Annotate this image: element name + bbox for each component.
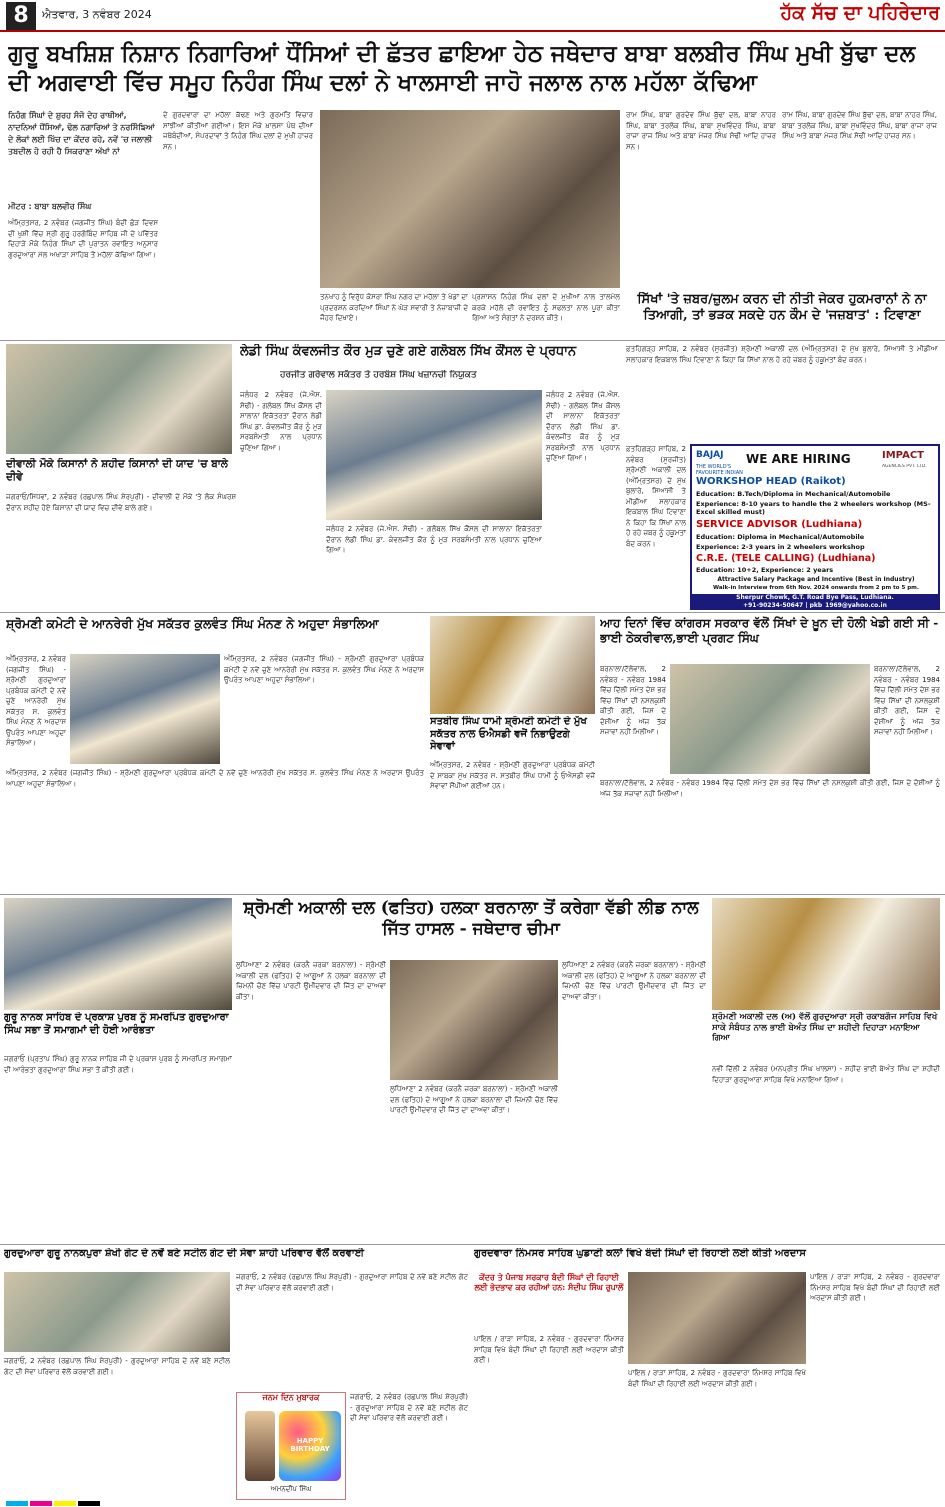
story11-text: ਜਗਰਾਓਂ, 2 ਨਵੰਬਰ (ਰਛਪਾਲ ਸਿੰਘ ਸ਼ੇਰਪੁਰੀ) - ਗੁਰਦੁਆਰਾ ਸਾਹਿਬ ਦੇ ਨਵੇਂ ਬਣੇ ਸਟੀਲ ਗੇਟ ਦੀ ਸੇਵਾ ਪਰਿਵਾਰ ਵੱਲੋਂ ਕਰਵਾਈ ਗਈ। — [4, 1357, 230, 1376]
story1-col-e: ਰਾਮ ਸਿੰਘ, ਬਾਬਾ ਗੁਰਦੇਵ ਸਿੰਘ ਬੁੱਢਾ ਦਲ, ਬਾਬਾ ਨਾਹਰ ਸਿੰਘ, ਬਾਬਾ ਤਰਲੋਕ ਸਿੰਘ, ਬਾਬਾ ਸੁਖਵਿੰਦਰ ਸਿੰਘ, ਬਾਬਾ ਰਾਜਾ ਰਾਜ ਸਿੰਘ ਅਤੇ ਬਾਬਾ ਮੇਜਰ ਸਿੰਘ ਸੋਢੀ ਆਦਿ ਹਾਜ਼ਰ ਸਨ। — [626, 111, 776, 151]
story8-text-cont: ਲੁਧਿਆਣਾ 2 ਨਵੰਬਰ (ਕਰਨੈ ਜ਼ਰਕਾ ਬਰਨਾਲਾ) - ਸ਼੍ਰੋਮਣੀ ਅਕਾਲੀ ਦਲ (ਫਤਿਹ) ਦੇ ਆਗੂਆਂ ਨੇ ਹਲਕਾ ਬਰਨਾਲਾ ਦੀ ਜ਼ਿਮਨੀ ਚੋਣ ਵਿੱਚ ਪਾਰਟੀ ਉਮੀਦਵਾਰ ਦੀ ਜਿੱਤ ਦਾ ਦਾਅਵਾ ਕੀਤਾ। — [390, 1085, 558, 1114]
dateline: ਐਤਵਾਰ, 3 ਨਵੰਬਰ 2024 — [42, 8, 152, 21]
story11-headline: ਗੁਰਦੁਆਰਾ ਗੁਰੂ ਨਾਨਕਪੁਰਾ ਸ਼ੇਖੀ ਗੇਟ ਦੇ ਨਵੇਂ ਬਣੇ ਸਟੀਲ ਗੇਟ ਦੀ ਸੇਵਾ ਸ਼ਾਹੀ ਪਰਿਵਾਰ ਵੱਲੋਂ ਕਰਵਾਈ — [4, 1248, 364, 1259]
story7-photo — [670, 664, 870, 774]
ad-package: Attractive Salary Package and Incentive (Best in Industry) — [717, 576, 915, 583]
divider — [0, 894, 945, 895]
page-number: 8 — [6, 2, 36, 30]
birthday-balloons: HAPPY BIRTHDAY — [279, 1411, 341, 1481]
story12-headline: ਗੁਰਦਵਾਰਾ ਨਿੰਮਸਰ ਸਾਹਿਬ ਘੁਡਾਣੀ ਕਲਾਂ ਵਿਖੇ ਬੰਦੀ ਸਿੰਘਾਂ ਦੀ ਰਿਹਾਈ ਲਈ ਕੀਤੀ ਅਰਦਾਸ — [474, 1248, 806, 1259]
story1-col-f: ਰਾਮ ਸਿੰਘ, ਬਾਬਾ ਗੁਰਦੇਵ ਸਿੰਘ ਬੁੱਢਾ ਦਲ, ਬਾਬਾ ਨਾਹਰ ਸਿੰਘ, ਬਾਬਾ ਤਰਲੋਕ ਸਿੰਘ, ਬਾਬਾ ਸੁਖਵਿੰਦਰ ਸਿੰਘ, ਬਾਬਾ ਰਾਜਾ ਰਾਜ ਸਿੰਘ ਅਤੇ ਬਾਬਾ ਮੇਜਰ ਸਿੰਘ ਸੋਢੀ ਆਦਿ ਹਾਜ਼ਰ ਸਨ। — [782, 111, 937, 140]
ad-badge: THE WORLD'S FAVOURITE INDIAN — [696, 464, 743, 476]
ad-brand-right-sub: AGENCIES PVT. LTD. — [882, 464, 927, 469]
story2-text-cont: ਫ਼ਤਹਿਗੜ੍ਹ ਸਾਹਿਬ, 2 ਨਵੰਬਰ (ਸੁਰਜੀਤ) ਸ਼੍ਰੋਮਣੀ ਅਕਾਲੀ ਦਲ (ਅੰਮ੍ਰਿਤਸਰ) ਦੇ ਮੁੱਖ ਬੁਲਾਰੇ, ਸਿਆਸੀ ਤੇ ਮੀਡੀਆ ਸਲਾਹਕਾਰ ਇਕਬਾਲ ਸਿੰਘ ਟਿਵਾਣਾ ਨੇ ਕਿਹਾ ਕਿ ਸਿੱਖਾਂ ਨਾਲ ਹੋ ਰਹੇ ਜ਼ਬਰ ਨੂੰ ਹਕੂਮਤਾਂ ਬੰਦ ਕਰਨ। — [626, 445, 686, 548]
story10-photo — [712, 898, 940, 1010]
story9-photo — [4, 898, 232, 1010]
story5-text-cont: ਅੰਮ੍ਰਿਤਸਰ, 2 ਨਵੰਬਰ (ਜਗਜੀਤ ਸਿੰਘ) - ਸ਼੍ਰੋਮਣੀ ਗੁਰਦੁਆਰਾ ਪ੍ਰਬੰਧਕ ਕਮੇਟੀ ਦੇ ਨਵੇਂ ਚੁਣੇ ਆਨਰੇਰੀ ਮੁੱਖ ਸਕੱਤਰ ਸ. ਕੁਲਵੰਤ ਸਿੰਘ ਮੰਨਣ ਨੇ ਅਰਦਾਸ ਉਪਰੰਤ ਆਪਣਾ ਅਹੁਦਾ ਸੰਭਾਲਿਆ। — [224, 655, 424, 684]
story12-text-lower: ਪਾਇਲ / ਰਾੜਾ ਸਾਹਿਬ, 2 ਨਵੰਬਰ - ਗੁਰਦਵਾਰਾ ਨਿੰਮਸਰ ਸਾਹਿਬ ਵਿਖੇ ਬੰਦੀ ਸਿੰਘਾਂ ਦੀ ਰਿਹਾਈ ਲਈ ਅਰਦਾਸ ਕੀਤੀ ਗਈ। — [628, 1369, 806, 1388]
ad-job1-exp: Experience: 8-10 years to handle the 2 wheelers workshop (MS-Excel skilled must) — [696, 500, 931, 516]
story3-photo — [326, 390, 542, 520]
ad-brand-left: BAJAJ — [696, 450, 724, 460]
birthday-box — [236, 1392, 346, 1500]
ad-contact: +91-90234-50647 | pkb_1969@yahoo.co.in — [743, 602, 887, 609]
birthday-title: ਜਨਮ ਦਿਨ ਮੁਬਾਰਕ — [262, 1393, 320, 1402]
masthead-logo: ਹੱਕ ਸੱਚ ਦਾ ਪਹਿਰੇਦਾਰ — [780, 2, 940, 24]
divider — [0, 340, 945, 341]
story7-headline: ਆਹ ਦਿਨਾਂ ਵਿੱਚ ਕਾਂਗਰਸ ਸਰਕਾਰ ਵੱਲੋਂ ਸਿੱਖਾਂ ਦੇ ਖ਼ੂਨ ਦੀ ਹੋਲੀ ਖੇਡੀ ਗਈ ਸੀ - ਭਾਈ ਠੇਕਰੀਵਾਲ,ਭਾਈ ਪ੍ਰਗਟ ਸਿੰਘ — [600, 616, 939, 645]
story6-headline: ਸਤਬੀਰ ਸਿੰਘ ਧਾਮੀ ਸ਼੍ਰੋਮਣੀ ਕਮੇਟੀ ਦੇ ਮੁੱਖ ਸਕੱਤਰ ਨਾਲ ਓਐਸਡੀ ਵਜੋਂ ਨਿਭਾਉਣਗੇ ਸੇਵਾਵਾਂ — [430, 716, 587, 752]
story10-text: ਨਵੀਂ ਦਿੱਲੀ 2 ਨਵੰਬਰ (ਮਨਪ੍ਰੀਤ ਸਿੰਘ ਖਾਲਸਾ) - ਸ਼ਹੀਦ ਭਾਈ ਬੇਅੰਤ ਸਿੰਘ ਦਾ ਸ਼ਹੀਦੀ ਦਿਹਾੜਾ ਗੁਰਦੁਆਰਾ ਸਾਹਿਬ ਵਿਖੇ ਮਨਾਇਆ ਗਿਆ। — [712, 1065, 940, 1084]
story1-intro: ਨਿਹੰਗ ਸਿੰਘਾਂ ਦੇ ਸ਼ੁਰਹ ਸੰਜੋ ਦੇਹ ਰਾਥੀਆਂ, ਨਾਦਨਿਆਂ ਧੌਂਸਿਆਂ, ਢੋਲ ਨਗਾਰਿਆਂ ਤੇ ਨਰਸਿੰਙਿਆਂ ਦੇ ਲੋਕਾਂ ਲਈ ਖਿੱਚ ਦਾ ਕੇਂਦਰ ਰਹੇ, ਨਵੇਂ 'ਚ ਜਲਾਲੀ ਤਬਦੀਲ ਹੋ ਰਹੀ ਹੈ ਸਿਕਰਾਣਾ ਅੱਖਾਂ ਨਾਂ — [8, 111, 155, 156]
story9-text: ਜਗਰਾਓਂ (ਪ੍ਰਤਾਪ ਸਿੰਘ) ਗੁਰੂ ਨਾਨਕ ਸਾਹਿਬ ਜੀ ਦੇ ਪ੍ਰਕਾਸ਼ ਪੁਰਬ ਨੂੰ ਸਮਰਪਿਤ ਸਮਾਗਮਾਂ ਦੀ ਆਰੰਭਤਾ ਗੁਰਦੁਆਰਾ ਸਿੰਘ ਸਭਾ ਤੋਂ ਕੀਤੀ ਗਈ। — [4, 1055, 232, 1074]
ad-job1-title: WORKSHOP HEAD (Raikot) — [696, 476, 846, 487]
story7-text-cont: ਬਰਨਾਲਾ/ਟੱਲੇਵਾਲ, 2 ਨਵੰਬਰ - ਨਵੰਬਰ 1984 ਵਿੱਚ ਦਿੱਲੀ ਸਮੇਤ ਦੇਸ਼ ਭਰ ਵਿੱਚ ਸਿੱਖਾਂ ਦੀ ਨਸਲਕੁਸ਼ੀ ਕੀਤੀ ਗਈ, ਜਿਸ ਦੇ ਦੋਸ਼ੀਆਂ ਨੂੰ ਅੱਜ ਤੱਕ ਸਜ਼ਾਵਾਂ ਨਹੀਂ ਮਿਲੀਆਂ। — [874, 665, 940, 736]
divider — [0, 1244, 945, 1245]
story1-col-d: ਪ੍ਰਸ਼ਾਸਨ ਨਿਹੰਗ ਸਿੰਘ ਦਲਾਂ ਦੇ ਮੁਖੀਆਂ ਨਾਲ ਤਾਲਮੇਲ ਕਰਕੇ ਮਹੱਲੇ ਦੀ ਰਵਾਇਤ ਨੂੰ ਸਫਲਤਾ ਨਾਲ ਪੂਰਾ ਕੀਤਾ ਗਿਆ ਅਤੇ ਸੰਗਤਾਂ ਨੇ ਦਰਸ਼ਨ ਕੀਤੇ। — [472, 293, 620, 322]
story7-text: ਬਰਨਾਲਾ/ਟੱਲੇਵਾਲ, 2 ਨਵੰਬਰ - ਨਵੰਬਰ 1984 ਵਿੱਚ ਦਿੱਲੀ ਸਮੇਤ ਦੇਸ਼ ਭਰ ਵਿੱਚ ਸਿੱਖਾਂ ਦੀ ਨਸਲਕੁਸ਼ੀ ਕੀਤੀ ਗਈ, ਜਿਸ ਦੇ ਦੋਸ਼ੀਆਂ ਨੂੰ ਅੱਜ ਤੱਕ ਸਜ਼ਾਵਾਂ ਨਹੀਂ ਮਿਲੀਆਂ। — [600, 665, 666, 736]
print-color-bar — [6, 1496, 940, 1506]
ad-job3-edu: Education: 10+2, Experience: 2 years — [696, 566, 834, 574]
story5-photo — [70, 654, 220, 764]
story1-col-b: ਦੇ ਗੁਰਦਵਾਰਾ ਦਾ ਮਹੱਲਾ ਕੱਢਣ ਅਤੇ ਗੁਰਮਤਿ ਵਿਚਾਰ ਸਾਂਝੀਆਂ ਕੀਤੀਆਂ ਗਈਆਂ। ਇਸ ਮੌਕੇ ਖ਼ਾਲਸਾ ਪੰਥ ਦੀਆਂ ਜਥੇਬੰਦੀਆਂ, ਸੰਪਰਦਾਵਾਂ ਤੇ ਨਿਹੰਗ ਸਿੰਘ ਦਲਾਂ ਦੇ ਮੁਖੀ ਹਾਜ਼ਰ ਸਨ। — [163, 111, 313, 151]
story8-photo — [390, 960, 558, 1080]
story5-headline: ਸ਼੍ਰੋਮਣੀ ਕਮੇਟੀ ਦੇ ਆਨਰੇਰੀ ਮੁੱਖ ਸਕੱਤਰ ਕੁਲਵੰਤ ਸਿੰਘ ਮੰਨਣ ਨੇ ਅਹੁਦਾ ਸੰਭਾਲਿਆ — [6, 616, 379, 631]
ad-job3-title: C.R.E. (TELE CALLING) (Ludhiana) — [696, 553, 876, 564]
story4-text: ਜਗਰਾਓਂ/ਸਿਧਵਾਂ, 2 ਨਵੰਬਰ (ਰਛਪਾਲ ਸਿੰਘ ਸ਼ੇਰਪੁਰੀ) - ਦੀਵਾਲੀ ਦੇ ਮੌਕੇ 'ਤੇ ਲੋਕ ਸੰਘਰਸ਼ ਦੌਰਾਨ ਸ਼ਹੀਦ ਹੋਏ ਕਿਸਾਨਾਂ ਦੀ ਯਾਦ ਵਿਚ ਦੀਵੇ ਬਾਲੇ ਗਏ। — [6, 493, 236, 512]
story12-subhead: ਕੇਂਦਰ ਤੇ ਪੰਜਾਬ ਸਰਕਾਰ ਬੰਦੀ ਸਿੰਘਾਂ ਦੀ ਰਿਹਾਈ ਲਈ ਭੇਦਭਾਵ ਕਰ ਰਹੀਆਂ ਹਨ: ਸੰਦੀਪ ਸਿੰਘ ਰੁਪਾਲੋਂ — [474, 1272, 624, 1292]
story3-subhead: ਹਰਜੀਤ ਗਰੇਵਾਲ ਸਕੱਤਰ ਤੇ ਹਰਬੰਸ਼ ਸਿੰਘ ਖਜ਼ਾਨਚੀ ਨਿਯੁਕਤ — [280, 370, 477, 380]
story2-text: ਫ਼ਤਹਿਗੜ੍ਹ ਸਾਹਿਬ, 2 ਨਵੰਬਰ (ਸੁਰਜੀਤ) ਸ਼੍ਰੋਮਣੀ ਅਕਾਲੀ ਦਲ (ਅੰਮ੍ਰਿਤਸਰ) ਦੇ ਮੁੱਖ ਬੁਲਾਰੇ, ਸਿਆਸੀ ਤੇ ਮੀਡੀਆ ਸਲਾਹਕਾਰ ਇਕਬਾਲ ਸਿੰਘ ਟਿਵਾਣਾ ਨੇ ਕਿਹਾ ਕਿ ਸਿੱਖਾਂ ਨਾਲ ਹੋ ਰਹੇ ਜ਼ਬਰ ਨੂੰ ਹਕੂਮਤਾਂ ਬੰਦ ਕਰਨ। — [626, 345, 938, 364]
story12-text: ਪਾਇਲ / ਰਾੜਾ ਸਾਹਿਬ, 2 ਨਵੰਬਰ - ਗੁਰਦਵਾਰਾ ਨਿੰਮਸਰ ਸਾਹਿਬ ਵਿਖੇ ਬੰਦੀ ਸਿੰਘਾਂ ਦੀ ਰਿਹਾਈ ਲਈ ਅਰਦਾਸ ਕੀਤੀ ਗਈ। — [474, 1335, 624, 1364]
story4-photo — [6, 344, 232, 454]
story2-headline: ਸਿੱਖਾਂ 'ਤੇ ਜ਼ਬਰ/ਜ਼ੁਲਮ ਕਰਨ ਦੀ ਨੀਤੀ ਜੇਕਰ ਹੁਕਮਰਾਨਾਂ ਨੇ ਨਾ ਤਿਆਗੀ, ਤਾਂ ਭੜਕ ਸਕਦੇ ਹਨ ਕੌਮ ਦੇ 'ਜਜ਼ਬਾਤ' : ਟਿਵਾਣਾ — [637, 292, 927, 324]
story11-text-lower: ਜਗਰਾਓਂ, 2 ਨਵੰਬਰ (ਰਛਪਾਲ ਸਿੰਘ ਸ਼ੇਰਪੁਰੀ) - ਗੁਰਦੁਆਰਾ ਸਾਹਿਬ ਦੇ ਨਵੇਂ ਬਣੇ ਸਟੀਲ ਗੇਟ ਦੀ ਸੇਵਾ ਪਰਿਵਾਰ ਵੱਲੋਂ ਕਰਵਾਈ ਗਈ। — [350, 1393, 468, 1422]
story3-text-lower: ਜਲੰਧਰ 2 ਨਵੰਬਰ (ਜੇ.ਐਸ. ਸੋਢੀ) - ਗਲੋਬਲ ਸਿੱਖ ਕੌਂਸਲ ਦੀ ਸਾਲਾਨਾ ਇਕੱਤਰਤਾ ਦੌਰਾਨ ਲੇਡੀ ਸਿੰਘ ਡਾ. ਕੰਵਲਜੀਤ ਕੌਰ ਨੂੰ ਮੁੜ ਸਰਬਸੰਮਤੀ ਨਾਲ ਪ੍ਰਧਾਨ ਚੁਣਿਆ ਗਿਆ। — [326, 525, 542, 554]
birthday-child-photo — [245, 1411, 275, 1481]
story8-text-right: ਲੁਧਿਆਣਾ 2 ਨਵੰਬਰ (ਕਰਨੈ ਜ਼ਰਕਾ ਬਰਨਾਲਾ) - ਸ਼੍ਰੋਮਣੀ ਅਕਾਲੀ ਦਲ (ਫਤਿਹ) ਦੇ ਆਗੂਆਂ ਨੇ ਹਲਕਾ ਬਰਨਾਲਾ ਦੀ ਜ਼ਿਮਨੀ ਚੋਣ ਵਿੱਚ ਪਾਰਟੀ ਉਮੀਦਵਾਰ ਦੀ ਜਿੱਤ ਦਾ ਦਾਅਵਾ ਕੀਤਾ। — [562, 961, 706, 1001]
story8-headline: ਸ਼੍ਰੋਮਣੀ ਅਕਾਲੀ ਦਲ (ਫਤਿਹ) ਹਲਕਾ ਬਰਨਾਲਾ ਤੋਂ ਕਰੇਗਾ ਵੱਡੀ ਲੀਡ ਨਾਲ ਜਿੱਤ ਹਾਸਲ - ਜਥੇਦਾਰ ਚੀਮਾ — [243, 898, 699, 940]
story5-text: ਅੰਮ੍ਰਿਤਸਰ, 2 ਨਵੰਬਰ (ਜਗਜੀਤ ਸਿੰਘ) - ਸ਼੍ਰੋਮਣੀ ਗੁਰਦੁਆਰਾ ਪ੍ਰਬੰਧਕ ਕਮੇਟੀ ਦੇ ਨਵੇਂ ਚੁਣੇ ਆਨਰੇਰੀ ਮੁੱਖ ਸਕੱਤਰ ਸ. ਕੁਲਵੰਤ ਸਿੰਘ ਮੰਨਣ ਨੇ ਅਰਦਾਸ ਉਪਰੰਤ ਆਪਣਾ ਅਹੁਦਾ ਸੰਭਾਲਿਆ। — [6, 655, 66, 747]
story3-text: ਜਲੰਧਰ 2 ਨਵੰਬਰ (ਜੇ.ਐਸ. ਸੋਢੀ) - ਗਲੋਬਲ ਸਿੱਖ ਕੌਂਸਲ ਦੀ ਸਾਲਾਨਾ ਇਕੱਤਰਤਾ ਦੌਰਾਨ ਲੇਡੀ ਸਿੰਘ ਡਾ. ਕੰਵਲਜੀਤ ਕੌਰ ਨੂੰ ਮੁੜ ਸਰਬਸੰਮਤੀ ਨਾਲ ਪ੍ਰਧਾਨ ਚੁਣਿਆ ਗਿਆ। — [240, 391, 322, 452]
ad-hiring: WE ARE HIRING — [746, 452, 851, 466]
ad-job2-title: SERVICE ADVISOR (Ludhiana) — [696, 519, 863, 530]
story6-text: ਅੰਮ੍ਰਿਤਸਰ, 2 ਨਵੰਬਰ - ਸ਼੍ਰੋਮਣੀ ਗੁਰਦੁਆਰਾ ਪ੍ਰਬੰਧਕ ਕਮੇਟੀ ਦੇ ਸਾਬਕਾ ਮੁੱਖ ਸਕੱਤਰ ਸ. ਸਤਬੀਰ ਸਿੰਘ ਧਾਮੀ ਨੂੰ ਓਐਸਡੀ ਵਜੋਂ ਸੇਵਾਵਾਂ ਸੌਂਪੀਆਂ ਗਈਆਂ ਹਨ। — [430, 761, 595, 790]
story3-text-cont: ਜਲੰਧਰ 2 ਨਵੰਬਰ (ਜੇ.ਐਸ. ਸੋਢੀ) - ਗਲੋਬਲ ਸਿੱਖ ਕੌਂਸਲ ਦੀ ਸਾਲਾਨਾ ਇਕੱਤਰਤਾ ਦੌਰਾਨ ਲੇਡੀ ਸਿੰਘ ਡਾ. ਕੰਵਲਜੀਤ ਕੌਰ ਨੂੰ ਮੁੜ ਸਰਬਸੰਮਤੀ ਨਾਲ ਪ੍ਰਧਾਨ ਚੁਣਿਆ ਗਿਆ। — [546, 391, 620, 462]
story8-text: ਲੁਧਿਆਣਾ 2 ਨਵੰਬਰ (ਕਰਨੈ ਜ਼ਰਕਾ ਬਰਨਾਲਾ) - ਸ਼੍ਰੋਮਣੀ ਅਕਾਲੀ ਦਲ (ਫਤਿਹ) ਦੇ ਆਗੂਆਂ ਨੇ ਹਲਕਾ ਬਰਨਾਲਾ ਦੀ ਜ਼ਿਮਨੀ ਚੋਣ ਵਿੱਚ ਪਾਰਟੀ ਉਮੀਦਵਾਰ ਦੀ ਜਿੱਤ ਦਾ ਦਾਅਵਾ ਕੀਤਾ। — [236, 961, 386, 1001]
story12-text-right: ਪਾਇਲ / ਰਾੜਾ ਸਾਹਿਬ, 2 ਨਵੰਬਰ - ਗੁਰਦਵਾਰਾ ਨਿੰਮਸਰ ਸਾਹਿਬ ਵਿਖੇ ਬੰਦੀ ਸਿੰਘਾਂ ਦੀ ਰਿਹਾਈ ਲਈ ਅਰਦਾਸ ਕੀਤੀ ਗਈ। — [810, 1273, 940, 1302]
story4-headline: ਦੀਵਾਲੀ ਮੌਕੇ ਕਿਸਾਨਾਂ ਨੇ ਸ਼ਹੀਦ ਕਿਸਾਨਾਂ ਦੀ ਯਾਦ 'ਚ ਬਾਲੇ ਦੀਵੇ — [6, 458, 228, 484]
story1-col-c: ਤਨਖਾਹ ਨੂੰ ਵਿਰੁੱਧ ਕੋਸਰਾ ਸਿੰਘ ਨਗਰ ਦਾ ਮਹੱਲਾ ਤੇ ਖੇਡਾਂ ਦਾ ਪ੍ਰਦਰਸ਼ਨ ਕਰਦਿਆਂ ਸਿੰਘਾਂ ਨੇ ਘੋੜ ਸਵਾਰੀ ਤੇ ਨੇਜ਼ਾਬਾਜ਼ੀ ਦੇ ਜੌਹਰ ਦਿਖਾਏ। — [320, 293, 468, 322]
story5-text-lower: ਅੰਮ੍ਰਿਤਸਰ, 2 ਨਵੰਬਰ (ਜਗਜੀਤ ਸਿੰਘ) - ਸ਼੍ਰੋਮਣੀ ਗੁਰਦੁਆਰਾ ਪ੍ਰਬੰਧਕ ਕਮੇਟੀ ਦੇ ਨਵੇਂ ਚੁਣੇ ਆਨਰੇਰੀ ਮੁੱਖ ਸਕੱਤਰ ਸ. ਕੁਲਵੰਤ ਸਿੰਘ ਮੰਨਣ ਨੇ ਅਰਦਾਸ ਉਪਰੰਤ ਆਪਣਾ ਅਹੁਦਾ ਸੰਭਾਲਿਆ। — [6, 769, 424, 788]
story12-photo — [628, 1272, 806, 1364]
story7-text-lower: ਬਰਨਾਲਾ/ਟੱਲੇਵਾਲ, 2 ਨਵੰਬਰ - ਨਵੰਬਰ 1984 ਵਿੱਚ ਦਿੱਲੀ ਸਮੇਤ ਦੇਸ਼ ਭਰ ਵਿੱਚ ਸਿੱਖਾਂ ਦੀ ਨਸਲਕੁਸ਼ੀ ਕੀਤੀ ਗਈ, ਜਿਸ ਦੇ ਦੋਸ਼ੀਆਂ ਨੂੰ ਅੱਜ ਤੱਕ ਸਜ਼ਾਵਾਂ ਨਹੀਂ ਮਿਲੀਆਂ। — [600, 779, 940, 798]
header-rule — [0, 30, 945, 32]
hiring-ad — [690, 444, 940, 610]
story10-headline: ਸ਼੍ਰੋਮਣੀ ਅਕਾਲੀ ਦਲ (ਅ) ਵੱਲੋਂ ਗੁਰਦੁਆਰਾ ਸ੍ਰੀ ਰਕਾਬਗੰਜ ਸਾਹਿਬ ਵਿਖੇ ਸਾਕੇ ਸੰਬੰਧਤ ਨਾਲ ਭਾਈ ਬੇਅੰਤ ਸਿੰਘ ਦਾ ਸ਼ਹੀਦੀ ਦਿਹਾੜਾ ਮਨਾਇਆ ਗਿਆ — [712, 1012, 938, 1044]
ad-job2-edu: Education: Diploma in Mechanical/Automobile — [696, 533, 865, 541]
ad-address: Sherpur Chowk, G.T. Road Bye Pass, Ludhiana. — [736, 594, 894, 601]
story1-headline: ਗੁਰੂ ਬਖਸ਼ਿਸ਼ ਨਿਸ਼ਾਨ ਨਿਗਾਰਿਆਂ ਧੌਂਸਿਆਂ ਦੀ ਛੱਤਰ ਛਾਇਆ ਹੇਠ ਜਥੇਦਾਰ ਬਾਬਾ ਬਲਬੀਰ ਸਿੰਘ ਮੁਖੀ ਬੁੱਢਾ ਦਲ ਦੀ ਅਗਵਾਈ ਵਿੱਚ ਸਮੂਹ ਨਿਹੰਗ ਸਿੰਘ ਦਲਾਂ ਨੇ ਖਾਲਸਾਈ ਜਾਹੋ ਜਲਾਲ ਨਾਲ ਮਹੱਲਾ ਕੱਢਿਆ — [8, 40, 916, 96]
story1-col-a: ਅੰਮ੍ਰਿਤਸਰ, 2 ਨਵੰਬਰ (ਜਗਜੀਤ ਸਿੰਘ) ਬੰਦੀ ਛੋੜ ਦਿਵਸ ਦੀ ਖੁਸ਼ੀ ਵਿੱਚ ਸ੍ਰੀ ਗੁਰੂ ਹਰਗੋਬਿੰਦ ਸਾਹਿਬ ਜੀ ਦੇ ਪਵਿੱਤਰ ਦਿਹਾੜੇ ਮੌਕੇ ਨਿਹੰਗ ਸਿੰਘਾਂ ਦੀ ਪੁਰਾਤਨ ਰਵਾਇਤ ਅਨੁਸਾਰ ਗੁਰਦੁਆਰਾ ਮੱਲ ਅਖਾੜਾ ਸਾਹਿਬ ਤੋਂ ਮਹੱਲਾ ਕੱਢਿਆ ਗਿਆ। — [8, 219, 158, 259]
story6-photo — [430, 616, 595, 714]
story11-photo-1 — [4, 1272, 230, 1352]
ad-job2-exp: Experience: 2-3 years in 2 wheelers workshop — [696, 543, 865, 551]
story11-text-right: ਜਗਰਾਓਂ, 2 ਨਵੰਬਰ (ਰਛਪਾਲ ਸਿੰਘ ਸ਼ੇਰਪੁਰੀ) - ਗੁਰਦੁਆਰਾ ਸਾਹਿਬ ਦੇ ਨਵੇਂ ਬਣੇ ਸਟੀਲ ਗੇਟ ਦੀ ਸੇਵਾ ਪਰਿਵਾਰ ਵੱਲੋਂ ਕਰਵਾਈ ਗਈ। — [236, 1273, 468, 1292]
story3-headline: ਲੇਡੀ ਸਿੰਘ ਕੰਵਲਜੀਤ ਕੌਰ ਮੁੜ ਚੁਣੇ ਗਏ ਗਲੋਬਲ ਸਿੱਖ ਕੌਂਸਲ ਦੇ ਪ੍ਰਧਾਨ — [240, 344, 577, 359]
divider — [0, 612, 945, 613]
birthday-name: ਅਮਨਦੀਪ ਸਿੰਘ — [270, 1485, 312, 1493]
story1-byline: ਮੀਟਰ : ਬਾਬਾ ਬਲਵੀਰ ਸਿੰਘ — [8, 202, 92, 211]
ad-brand-right: IMPACT — [882, 450, 924, 461]
ad-job1-edu: Education: B.Tech/Diploma in Mechanical/Automobile — [696, 490, 891, 498]
story1-photo — [320, 110, 620, 288]
ad-walkin: Walk-in Interview from 6th Nov. 2024 onwards from 2 pm to 5 pm. — [713, 585, 919, 591]
story9-headline: ਗੁਰੂ ਨਾਨਕ ਸਾਹਿਬ ਦੇ ਪ੍ਰਕਾਸ਼ ਪੁਰਬ ਨੂੰ ਸਮਰਪਿਤ ਗੁਰਦੁਆਰਾ ਸਿੰਘ ਸਭਾ ਤੋਂ ਸਮਾਗਮਾਂ ਦੀ ਹੋਈ ਆਰੰਭਤਾ — [4, 1012, 229, 1036]
ad-footer — [692, 594, 938, 610]
